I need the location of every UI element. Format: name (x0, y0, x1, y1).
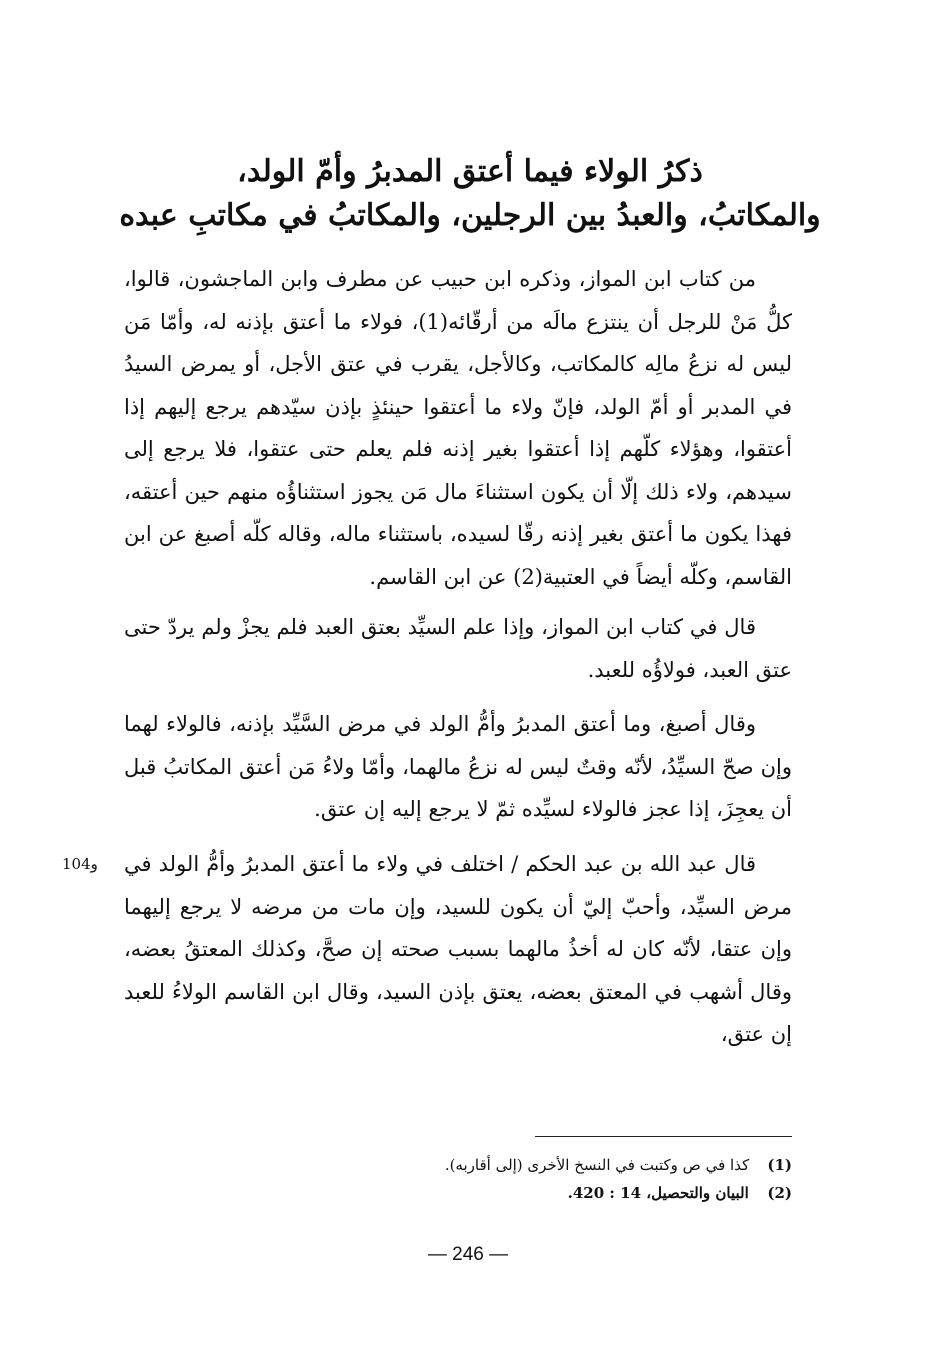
paragraph-2: قال في كتاب ابن المواز، وإذا علم السيِّد بعتق العبد فلم يجزْ ولم يردّ حتى عتق العبد، فولاؤُه للعبد. (124, 615, 792, 682)
footnote-separator (535, 1136, 792, 1137)
page-number: — 246 — (427, 1244, 509, 1265)
footnote-1-number: (1) (767, 1156, 792, 1174)
footnote-1 (300, 1153, 792, 1177)
footnote-2 (300, 1181, 792, 1205)
paragraph-4: قال عبد الله بن عبد الحكم / اختلف في ولاء ما أعتق المدبرُ وأمُّ الولد في مرض السيِّد، وأحبّ إليّ أن يكون للسيد، وإن مات من مرضه لا يرجع إليهما وإن عتقا، لأنّه كان له أخذُ مالهما بسبب صحته إن صحَّ، وكذلك المعتقُ بعضه، وقال أشهب في المعتق بعضه، يعتق بإذن السيد، وقال ابن القاسم الولاءُ للعبد إن عتق، (124, 852, 792, 1046)
footnote-1-text: كذا في ص وكتبت في النسخ الأخرى (إلى أقاربه). (444, 1156, 750, 1174)
paragraph-1: من كتاب ابن المواز، وذكره ابن حبيب عن مطرف وابن الماجشون، قالوا، كلُّ مَنْ للرجل أن ينتزع مالَه من أرقّائه(1)، فولاء ما أعتق بإذنه له، وأمّا مَن ليس له نزعُ مالِه كالمكاتب، وكالأجل، يقرب في عتق الأجل، أو يمرض السيدُ في المدبر أو أمّ الولد، فإنّ ولاء ما أعتقوا حينئذٍ بإذن سيّدهم يرجع إليهم إذا أعتقوا، وهؤلاء كلّهم إذا أعتقوا بغير إذنه فلم يعلم حتى عتقوا، فلا يرجع إلى سيدهم، ولاء ذلك إلّا أن يكون استثناءَ مال مَن يجوز استثناؤُه منهم حين أعتقه، فهذا يكون ما أعتق بغير إذنه رقّا لسيده، باستثناء ماله، وقاله كلّه أصبغ عن ابن القاسم، وكلّه أيضاً في العتبية(2) عن ابن القاسم. (124, 267, 792, 589)
chapter-title-line-2: والمكاتبُ، والعبدُ بين الرجلين، والمكاتبُ في مكاتبِ عبده (119, 198, 821, 233)
chapter-title-line-1: ذكرُ الولاء فيما أعتق المدبرُ وأمّ الولد، (237, 154, 703, 189)
paragraph-3: وقال أصبغ، وما أعتق المدبرُ وأمُّ الولد في مرض السَّيِّد بإذنه، فالولاء لهما وإن صحّ السيِّدُ، لأنّه وقتٌ ليس له نزعُ مالهما، وأمّا ولاءُ مَن أعتق المكاتبُ قبل أن يعجِزَ، إذا عجز فالولاء لسيِّده ثمّ لا يرجع إليه إن عتق. (124, 712, 792, 821)
footnote-2-text: البيان والتحصيل، 14 : 420. (567, 1184, 749, 1202)
footnote-2-number: (2) (767, 1184, 792, 1202)
manuscript-folio-note: 104و (62, 855, 98, 873)
